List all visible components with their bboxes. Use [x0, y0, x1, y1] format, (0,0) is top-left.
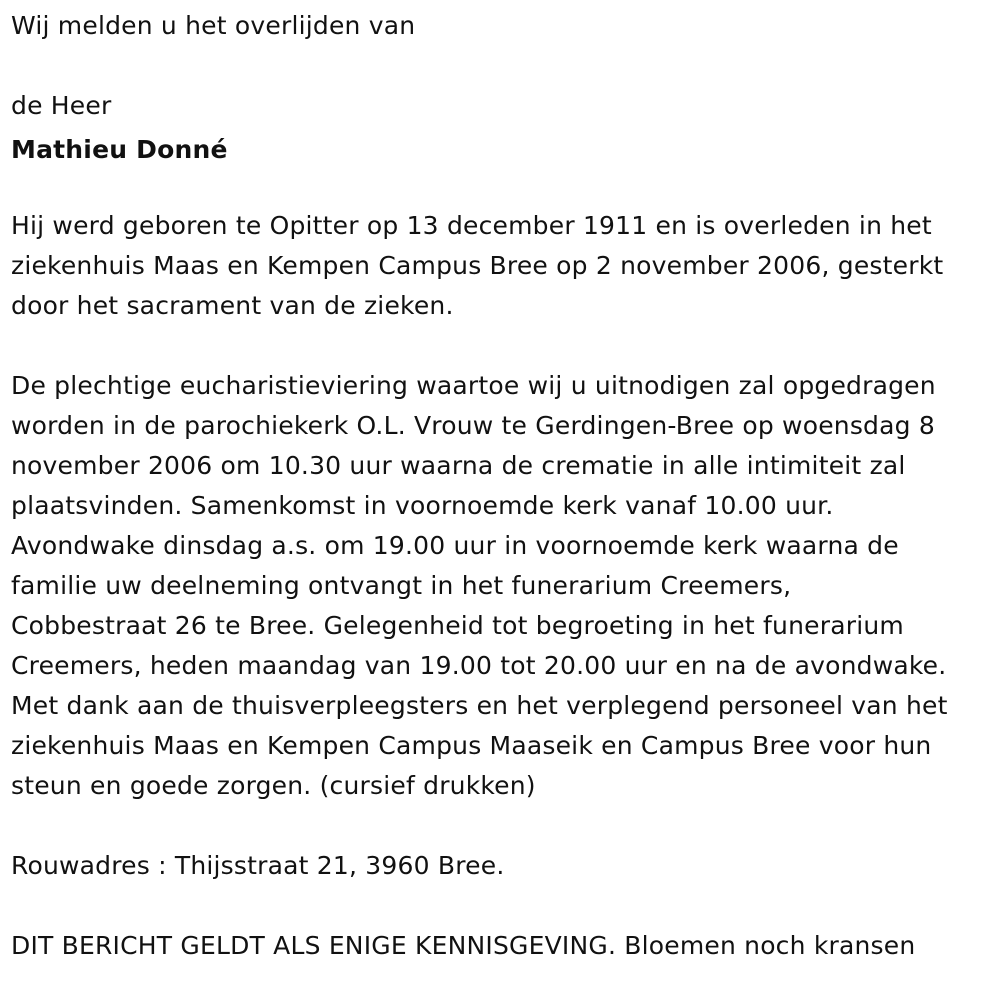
paragraph-line: november 2006 om 10.30 uur waarna de crematie in alle intimiteit zal: [11, 451, 906, 480]
paragraph-line: Met dank aan de thuisverpleegsters en het verplegend personeel van het: [11, 691, 948, 720]
paragraph-line: Creemers, heden maandag van 19.00 tot 20.00 uur en na de avondwake.: [11, 651, 947, 680]
spacer: [11, 886, 996, 926]
intro-line: Wij melden u het overlijden van: [11, 11, 416, 40]
paragraph-line: plaatsvinden. Samenkomst in voornoemde kerk vanaf 10.00 uur.: [11, 491, 834, 520]
spacer: [11, 326, 996, 366]
spacer: [11, 46, 996, 86]
closing-line: DIT BERICHT GELDT ALS ENIGE KENNISGEVING. Bloemen noch kransen: [11, 931, 916, 960]
paragraph-line: De plechtige eucharistieviering waartoe wij u uitnodigen zal opgedragen: [11, 371, 936, 400]
paragraph-line: ziekenhuis Maas en Kempen Campus Maaseik en Campus Bree voor hun: [11, 731, 932, 760]
title-line: de Heer: [11, 91, 112, 120]
spacer: [11, 174, 996, 206]
paragraph-line: worden in de parochiekerk O.L. Vrouw te Gerdingen-Bree op woensdag 8: [11, 411, 935, 440]
birth-paragraph: [11, 206, 996, 326]
spacer: [11, 806, 996, 846]
paragraph-line: steun en goede zorgen. (cursief drukken): [11, 771, 536, 800]
ceremony-paragraph: [11, 366, 996, 806]
paragraph-line: door het sacrament van de zieken.: [11, 291, 454, 320]
paragraph-line: Cobbestraat 26 te Bree. Gelegenheid tot begroeting in het funerarium: [11, 611, 904, 640]
death-notice: [11, 6, 996, 966]
paragraph-line: Hij werd geboren te Opitter op 13 december 1911 en is overleden in het: [11, 211, 932, 240]
mourning-address: Rouwadres : Thijsstraat 21, 3960 Bree.: [11, 851, 505, 880]
paragraph-line: ziekenhuis Maas en Kempen Campus Bree op 2 november 2006, gesterkt: [11, 251, 944, 280]
paragraph-line: familie uw deelneming ontvangt in het funerarium Creemers,: [11, 571, 792, 600]
deceased-name: Mathieu Donné: [11, 135, 228, 164]
paragraph-line: Avondwake dinsdag a.s. om 19.00 uur in voornoemde kerk waarna de: [11, 531, 899, 560]
